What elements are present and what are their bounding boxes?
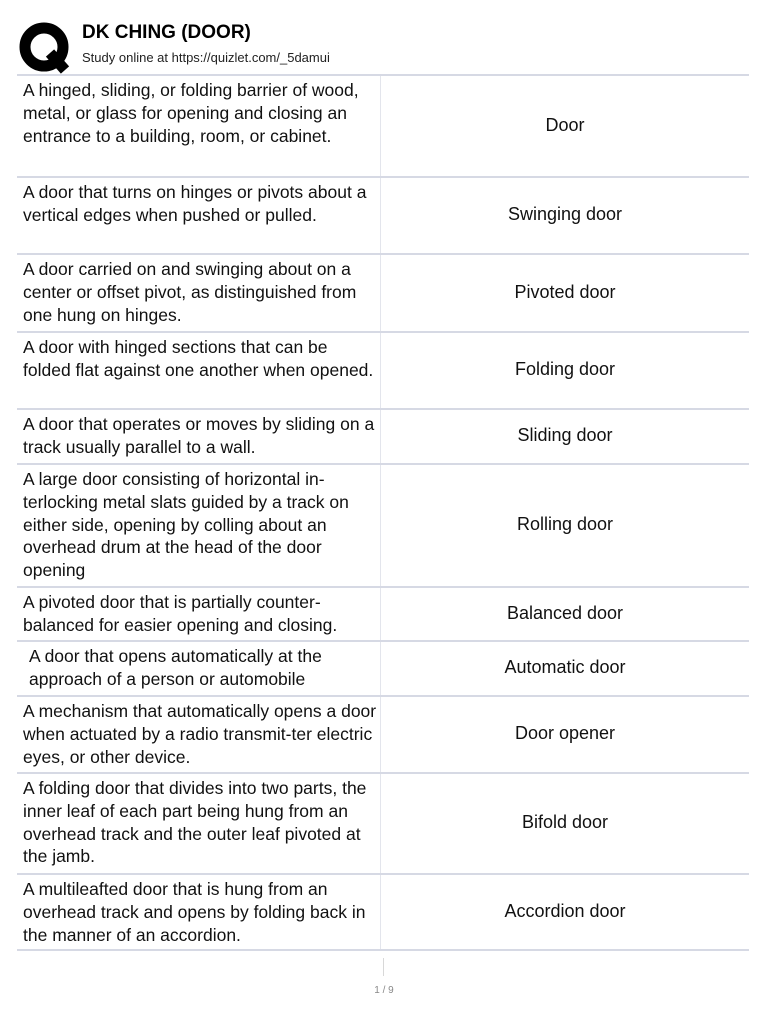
card-row	[17, 410, 749, 465]
card-row	[17, 178, 749, 255]
study-online-link-text: Study online at https://quizlet.com/_5damui	[82, 50, 330, 65]
page-title: DK CHING (DOOR)	[82, 22, 251, 43]
card-row	[17, 875, 749, 951]
card-definition: A mechanism that automatically opens a door when actuated by a radio transmit-ter electric eyes, or other device.	[17, 697, 381, 772]
card-term: Pivoted door	[514, 281, 616, 302]
page-header	[17, 18, 757, 74]
card-definition: A door that operates or moves by sliding on a track usually parallel to a wall.	[17, 410, 381, 463]
card-definition: A hinged, sliding, or folding barrier of wood, metal, or glass for opening and closing an entrance to a building, room, or cabinet.	[17, 76, 381, 176]
card-term: Accordion door	[504, 900, 626, 921]
card-definition: A pivoted door that is partially counter-balanced for easier opening and closing.	[17, 588, 381, 640]
card-row	[17, 588, 749, 642]
card-term: Door	[545, 114, 585, 135]
flashcard-table	[17, 74, 749, 951]
card-term: Door opener	[514, 723, 616, 743]
card-term: Balanced door	[506, 602, 624, 623]
card-term: Swinging door	[507, 204, 623, 224]
card-row	[17, 76, 749, 178]
card-term: Folding door	[514, 359, 616, 379]
page-number: 1 / 9	[374, 985, 394, 996]
card-definition: A door with hinged sections that can be folded flat against one another when opened.	[17, 333, 381, 408]
card-definition: A door carried on and swinging about on a center or offset pivot, as distinguished from one hung on hinges.	[17, 255, 381, 331]
card-row	[17, 255, 749, 333]
card-row	[17, 697, 749, 774]
card-row	[17, 642, 749, 697]
card-definition: A door that turns on hinges or pivots about a vertical edges when pushed or pulled.	[17, 178, 381, 253]
card-definition: A large door consisting of horizontal in-terlocking metal slats guided by a track on either side, opening by colling about an overhead drum at the head of the door opening	[17, 465, 381, 586]
card-row	[17, 465, 749, 588]
card-definition: A folding door that divides into two parts, the inner leaf of each part being hung from an overhead track and the outer leaf pivoted at the jamb.	[17, 774, 381, 873]
card-term: Sliding door	[517, 425, 613, 445]
card-row	[17, 774, 749, 875]
card-definition: A door that opens automatically at the approach of a person or automobile	[17, 642, 381, 695]
card-definition: A multileafted door that is hung from an overhead track and opens by folding back in the manner of an accordion.	[17, 875, 381, 949]
footer-divider	[383, 958, 384, 976]
card-term: Bifold door	[521, 812, 609, 832]
card-row	[17, 333, 749, 410]
card-term: Rolling door	[516, 514, 614, 534]
quizlet-logo-icon	[17, 20, 71, 74]
card-term: Automatic door	[504, 657, 626, 677]
